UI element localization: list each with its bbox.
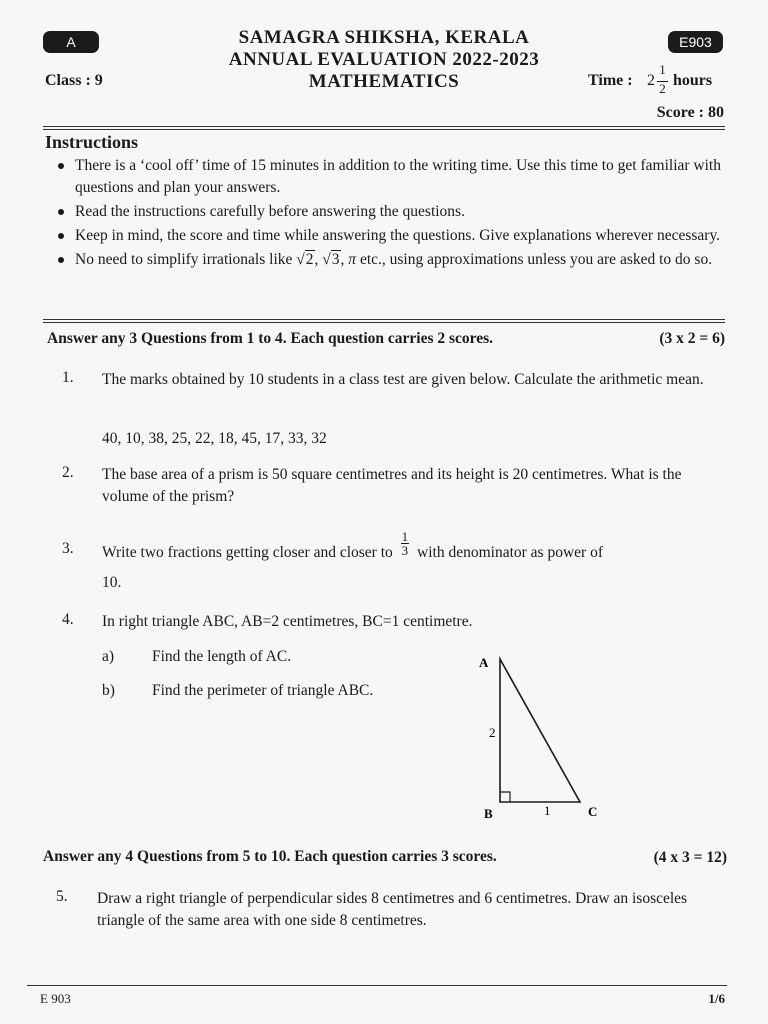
side-ab-label: 2 xyxy=(489,725,496,740)
q3-fraction-numerator: 1 xyxy=(401,529,409,544)
vertex-a-label: A xyxy=(479,655,489,670)
section-1-heading: Answer any 3 Questions from 1 to 4. Each question carries 2 scores. xyxy=(47,330,494,347)
instructions-list xyxy=(44,155,726,273)
set-badge: A xyxy=(43,31,99,53)
instruction-text: No need to simplify irrationals like xyxy=(75,251,293,268)
footer-rule xyxy=(27,985,727,986)
footer-code: E 903 xyxy=(40,991,71,1006)
header-rule-1 xyxy=(43,126,725,127)
page-number: 1/6 xyxy=(708,991,725,1006)
q4-number: 4. xyxy=(62,611,74,628)
time-unit: hours xyxy=(673,72,713,89)
q4b-text: Find the perimeter of triangle ABC. xyxy=(152,682,374,699)
instructions-rule-1 xyxy=(43,319,725,320)
vertex-c-label: C xyxy=(588,804,598,819)
time-whole: 2 xyxy=(647,72,655,89)
q3-number: 3. xyxy=(62,540,74,557)
instruction-text: etc., using approximations unless you are asked to do so. xyxy=(359,251,713,268)
time-numerator: 1 xyxy=(659,62,666,77)
section-1-score: (3 x 2 = 6) xyxy=(659,330,725,347)
pi-symbol: π xyxy=(348,251,357,268)
q4a-text: Find the length of AC. xyxy=(152,648,292,665)
instruction-item: Read the instructions carefully before answering the questions. xyxy=(44,201,726,223)
q2-number: 2. xyxy=(62,464,74,481)
q3-text-line2: 10. xyxy=(102,574,122,591)
section-2-score: (4 x 3 = 12) xyxy=(653,849,727,866)
instruction-item: Keep in mind, the score and time while answering the questions. Give explanations wherever necessary. xyxy=(44,225,726,247)
q3-text-post: with denominator as power of xyxy=(417,544,603,562)
sqrt-two: 2 xyxy=(305,251,314,268)
vertex-b-label: B xyxy=(484,806,493,821)
instruction-item: No need to simplify irrationals like √2, √3, π etc., using approximations unless you are asked to do so. xyxy=(44,249,726,271)
side-bc-label: 1 xyxy=(544,803,551,818)
score-label: Score : 80 xyxy=(656,104,724,121)
q3-fraction-denominator: 3 xyxy=(401,543,409,558)
q2-text: The base area of a prism is 50 square centimetres and its height is 20 centimetres. What is the volume of the prism? xyxy=(102,466,682,505)
time-denominator: 2 xyxy=(659,81,666,96)
right-angle-marker xyxy=(500,792,510,802)
sqrt-three: 3 xyxy=(331,251,340,268)
header-rule-2 xyxy=(43,129,725,130)
time-prefix: Time : xyxy=(588,72,633,89)
q4b-label: b) xyxy=(102,682,115,699)
instructions-rule-2 xyxy=(43,322,725,323)
org-title: SAMAGRA SHIKSHA, KERALA xyxy=(238,27,530,48)
q5-number: 5. xyxy=(56,888,68,905)
q1-text: The marks obtained by 10 students in a class test are given below. Calculate the arithmetic mean. xyxy=(102,371,704,388)
exam-title: ANNUAL EVALUATION 2022-2023 xyxy=(228,49,540,70)
q1-data: 40, 10, 38, 25, 22, 18, 45, 17, 33, 32 xyxy=(102,430,327,447)
triangle-abc-figure xyxy=(470,650,610,825)
q3-fraction xyxy=(401,530,410,557)
q4a-label: a) xyxy=(102,648,115,665)
instruction-item: There is a ‘cool off’ time of 15 minutes in addition to the writing time. Use this time to get familiar with questions and plan your answers. xyxy=(44,155,726,199)
code-badge: E903 xyxy=(668,31,723,53)
q3-text xyxy=(102,529,727,562)
time-label xyxy=(588,62,725,98)
q5-text: Draw a right triangle of perpendicular sides 8 centimetres and 6 centimetres. Draw an isosceles triangle of the same area with one side 8 centimetres. xyxy=(97,890,688,929)
instructions-title: Instructions xyxy=(45,132,139,152)
q3-text-pre: Write two fractions getting closer and closer to xyxy=(102,544,393,562)
q4-text: In right triangle ABC, AB=2 centimetres, BC=1 centimetre. xyxy=(102,613,473,630)
triangle-abc xyxy=(500,659,580,802)
class-label: Class : 9 xyxy=(45,72,103,89)
q1-number: 1. xyxy=(62,369,74,386)
subject-title: MATHEMATICS xyxy=(308,71,460,92)
section-2-heading: Answer any 4 Questions from 5 to 10. Each question carries 3 scores. xyxy=(43,848,497,865)
